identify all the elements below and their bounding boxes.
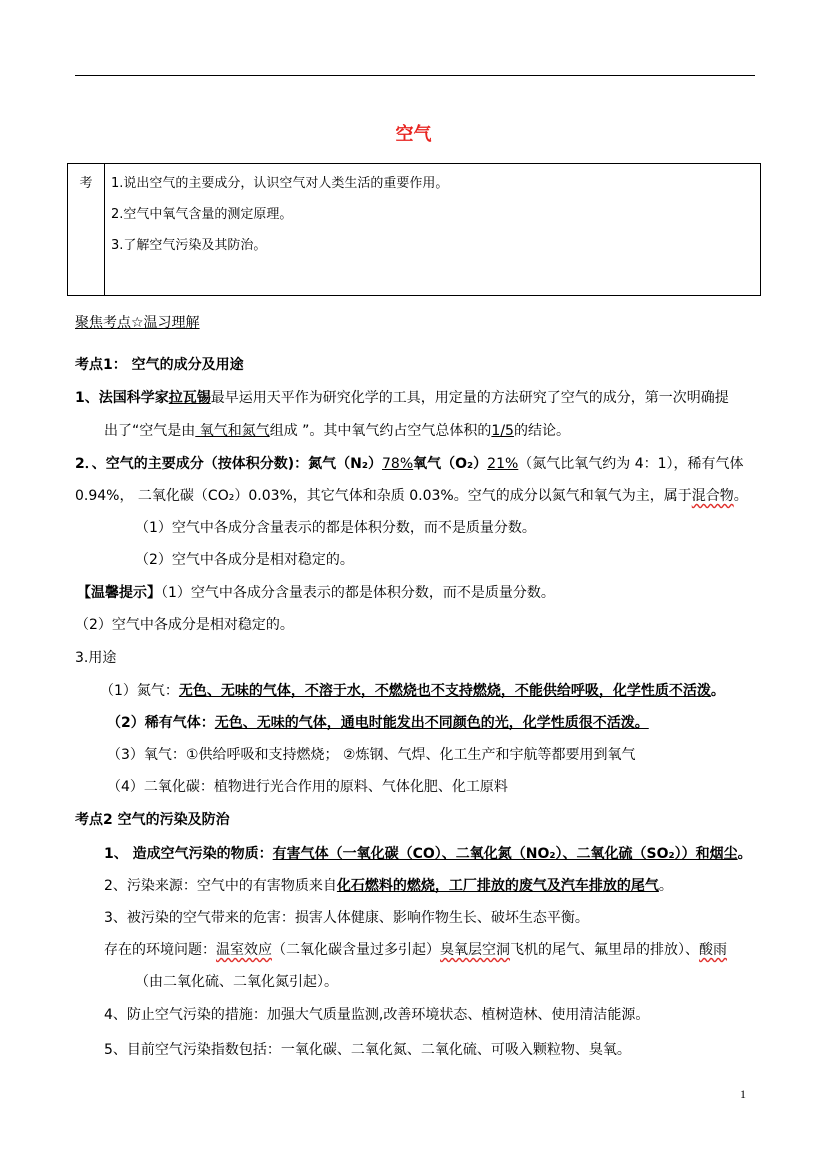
k1-p1-line1: 1、法国科学家拉瓦锡最早运用天平作为研究化学的工具，用定量的方法研究了空气的成分，第一次明确提 (75, 390, 729, 406)
k1-note-2: （2）空气中各成分是相对稳定的。 (135, 552, 354, 568)
k2-item-2: 2、污染来源：空气中的有害物质来自化石燃料的燃烧，工厂排放的废气及汽车排放的尾气。 (104, 878, 673, 894)
use-co2: （4）二氧化碳：植物进行光合作用的原料、气体化肥、化工原料 (107, 779, 508, 795)
objective-item: 3.了解空气污染及其防治。 (111, 238, 267, 253)
k2-env-issues-cont: （由二氧化硫、二氧化氮引起）。 (135, 974, 338, 990)
tip-line2: （2）空气中各成分是相对稳定的。 (75, 617, 294, 633)
k2-item-4: 4、防止空气污染的措施：加强大气质量监测,改善环境状态、植树造林、使用清洁能源。 (104, 1007, 650, 1023)
tip-line1: 【温馨提示】（1）空气中各成分含量表示的都是体积分数，而不是质量分数。 (77, 585, 555, 601)
k2-heading: 考点2 空气的污染及防治 (75, 812, 230, 828)
k2-item-1: 1、 造成空气污染的物质：有害气体（一氧化碳（CO）、二氧化氮（NO₂）、二氧化硫（SO₂））和烟尘。 (104, 846, 752, 862)
header-rule (75, 75, 755, 76)
k1-heading: 考点1： 空气的成分及用途 (75, 357, 244, 373)
k1-p2-line2: 0.94%， 二氧化碳（CO₂）0.03%，其它气体和杂质 0.03%。空气的成分以氮气和氧气为主，属于混合物。 (75, 488, 748, 504)
k2-env-issues: 存在的环境问题：温室效应（二氧化碳含量过多引起）臭氧层空洞飞机的尾气、氟里昂的排放）、酸雨 (104, 942, 727, 958)
page-title: 空气 (395, 124, 432, 145)
k1-note-1: （1）空气中各成分含量表示的都是体积分数，而不是质量分数。 (135, 520, 536, 536)
lavoisier-name: 拉瓦锡 (168, 390, 211, 406)
use-oxygen: （3）氧气：①供给呼吸和支持燃烧； ②炼钢、气焊、化工生产和宇航等都要用到氧气 (107, 747, 636, 763)
section-heading: 聚焦考点☆温习理解 (75, 315, 200, 331)
uses-heading: 3.用途 (75, 650, 117, 666)
k1-p1-line2: 出了“空气是由 氧气和氮气组成 ”。其中氧气约占空气总体积的1/5的结论。 (104, 423, 570, 439)
page-number: 1 (740, 1087, 746, 1101)
objectives-label: 考 (68, 164, 105, 296)
k2-item-3: 3、被污染的空气带来的危害：损害人体健康、影响作物生长、破坏生态平衡。 (104, 910, 589, 926)
use-noble-gas: （2）稀有气体：无色、无味的气体，通电时能发出不同颜色的光，化学性质很不活泼。 (107, 715, 649, 731)
objective-item: 1.说出空气的主要成分，认识空气对人类生活的重要作用。 (111, 176, 449, 191)
objective-item: 2.空气中氧气含量的测定原理。 (111, 207, 293, 222)
k1-p2-line1: 2．、空气的主要成分（按体积分数)：氮气（N₂）78%氧气（O₂）21%（氮气比氧气约为 4：1），稀有气体 (75, 456, 744, 472)
objectives-list (105, 164, 761, 296)
objectives-table (67, 163, 761, 296)
use-nitrogen: （1）氮气：无色、无味的气体，不溶于水，不燃烧也不支持燃烧，不能供给呼吸，化学性质不活泼。 (100, 683, 725, 699)
k2-item-5: 5、目前空气污染指数包括：一氧化碳、二氧化氮、二氧化硫、可吸入颗粒物、臭氧。 (104, 1042, 631, 1058)
